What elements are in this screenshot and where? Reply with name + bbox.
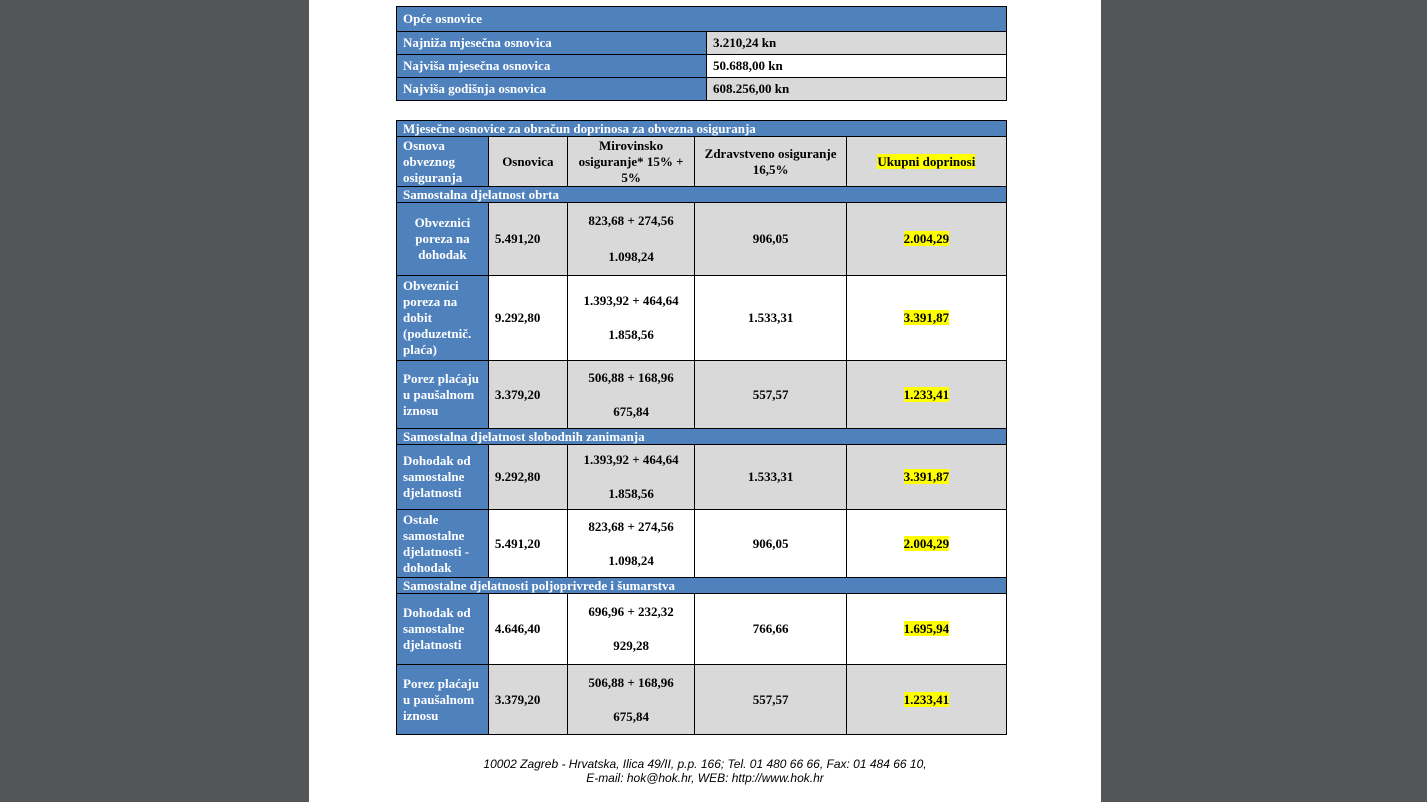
table-row-value: 3.210,24 kn: [707, 32, 1007, 55]
header-total: Ukupni doprinosi: [846, 137, 1006, 187]
contributions-title: Mjesečne osnovice za obračun doprinosa za obvezna osiguranja: [397, 121, 1007, 137]
table-row: [397, 665, 1007, 735]
general-basis-title: Opće osnovice: [397, 7, 1007, 32]
row-label: Dohodak od samostalne djelatnosti: [397, 594, 489, 665]
footer-contact: E-mail: hok@hok.hr, WEB: http://www.hok.hr: [586, 771, 824, 785]
row-basis: 3.379,20: [488, 665, 567, 735]
row-total: 1.695,94: [846, 594, 1006, 665]
row-basis: 9.292,80: [488, 276, 567, 361]
document-page: [309, 0, 1101, 802]
header-health: Zdravstveno osiguranje 16,5%: [695, 137, 846, 187]
row-pension: 823,68 + 274,56 1.098,24: [567, 510, 695, 578]
header-pension: Mirovinsko osiguranje* 15% + 5%: [567, 137, 695, 187]
general-basis-table: [396, 6, 1007, 101]
row-total: 2.004,29: [846, 203, 1006, 276]
section-title: Samostalna djelatnost slobodnih zanimanja: [397, 429, 1007, 445]
row-total: 2.004,29: [846, 510, 1006, 578]
section-title: Samostalna djelatnost obrta: [397, 187, 1007, 203]
row-pension: 1.393,92 + 464,64 1.858,56: [567, 276, 695, 361]
row-basis: 5.491,20: [488, 203, 567, 276]
row-health: 906,05: [695, 203, 846, 276]
section-title: Samostalne djelatnosti poljoprivrede i šumarstva: [397, 578, 1007, 594]
table-row: [397, 594, 1007, 665]
row-basis: 4.646,40: [488, 594, 567, 665]
table-row-label: Najviša godišnja osnovica: [397, 78, 707, 101]
row-pension: 506,88 + 168,96 675,84: [567, 665, 695, 735]
row-health: 906,05: [695, 510, 846, 578]
row-health: 1.533,31: [695, 276, 846, 361]
table-row: [397, 510, 1007, 578]
row-health: 1.533,31: [695, 445, 846, 510]
contributions-table: [396, 120, 1007, 735]
row-basis: 3.379,20: [488, 361, 567, 429]
row-total: 1.233,41: [846, 361, 1006, 429]
row-total: 3.391,87: [846, 276, 1006, 361]
footer-address: 10002 Zagreb - Hrvatska, Ilica 49/II, p.p. 166; Tel. 01 480 66 66, Fax: 01 484 66 10,: [483, 757, 927, 771]
row-health: 766,66: [695, 594, 846, 665]
row-pension: 1.393,92 + 464,64 1.858,56: [567, 445, 695, 510]
header-basis: Osnovica: [488, 137, 567, 187]
row-health: 557,57: [695, 361, 846, 429]
table-row-label: Najviša mjesečna osnovica: [397, 55, 707, 78]
row-label: Dohodak od samostalne djelatnosti: [397, 445, 489, 510]
row-basis: 5.491,20: [488, 510, 567, 578]
header-basis-type: Osnova obveznog osiguranja: [397, 137, 489, 187]
row-pension: 696,96 + 232,32 929,28: [567, 594, 695, 665]
row-pension: 506,88 + 168,96 675,84: [567, 361, 695, 429]
row-label: Porez plaćaju u paušalnom iznosu: [397, 665, 489, 735]
table-row: [397, 361, 1007, 429]
row-label: Ostale samostalne djelatnosti - dohodak: [397, 510, 489, 578]
row-total: 1.233,41: [846, 665, 1006, 735]
row-label: Obveznici poreza na dobit (poduzetnič. plaća): [397, 276, 489, 361]
row-basis: 9.292,80: [488, 445, 567, 510]
row-health: 557,57: [695, 665, 846, 735]
row-total: 3.391,87: [846, 445, 1006, 510]
table-row-label: Najniža mjesečna osnovica: [397, 32, 707, 55]
table-row: [397, 276, 1007, 361]
table-row: [397, 445, 1007, 510]
row-label: Porez plaćaju u paušalnom iznosu: [397, 361, 489, 429]
table-row: [397, 203, 1007, 276]
row-label: Obveznici poreza na dohodak: [397, 203, 489, 276]
table-row-value: 50.688,00 kn: [707, 55, 1007, 78]
row-pension: 823,68 + 274,56 1.098,24: [567, 203, 695, 276]
table-row-value: 608.256,00 kn: [707, 78, 1007, 101]
